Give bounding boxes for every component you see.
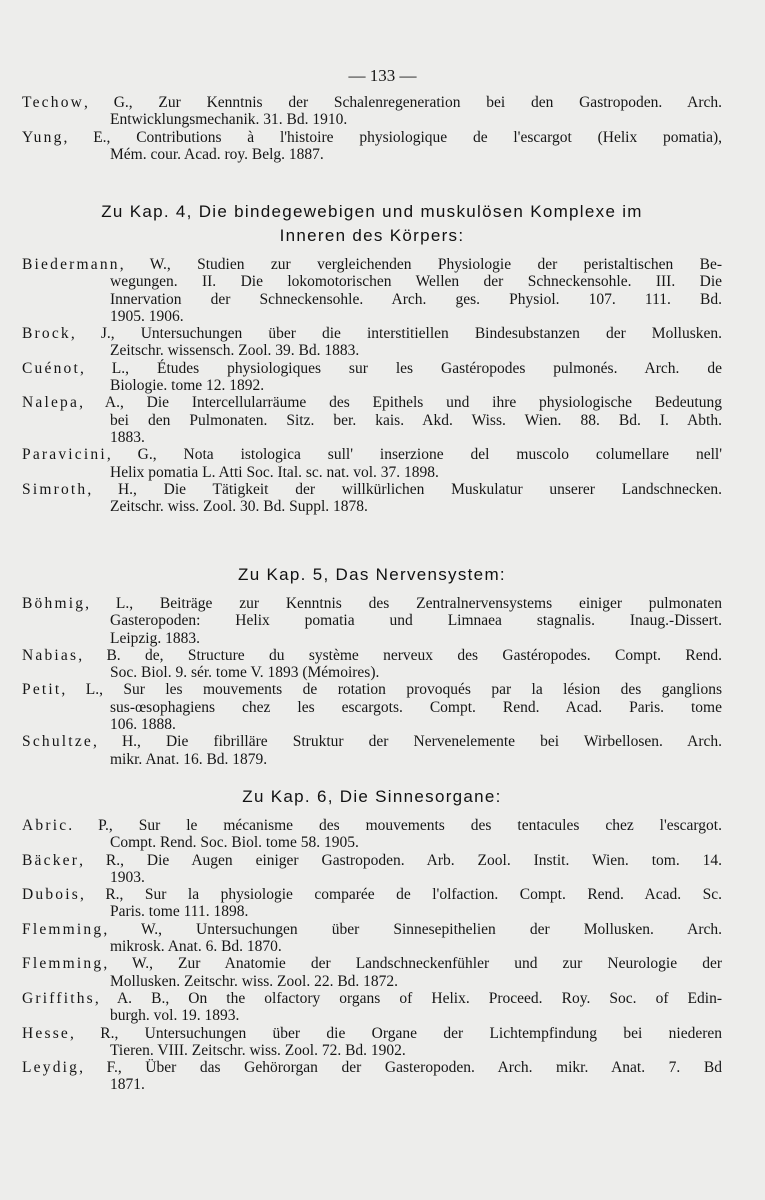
entry-text: Soc. Biol. 9. sér. tome V. 1893 (Mémoires).	[110, 664, 380, 682]
entry-line	[22, 1059, 722, 1076]
entry-text: , R., Sur la physiologie comparée de l'olfaction. Compt. Rend. Acad. Sc.	[79, 886, 722, 904]
entry-text: Tieren. VIII. Zeitschr. wiss. Zool. 72. Bd. 1902.	[110, 1041, 406, 1059]
entry-text: , W., Studien zur vergleichenden Physiologie der peristaltischen Be-	[119, 256, 722, 273]
entry-text: Zeitschr. wiss. Zool. 30. Bd. Suppl. 1878.	[110, 498, 368, 516]
entry-author: Simroth	[22, 480, 88, 498]
entry-line	[22, 886, 722, 903]
entry-line	[22, 647, 722, 664]
bibliography-entry	[22, 647, 722, 682]
entry-line	[22, 429, 722, 446]
entry-text: Zeitschr. wissensch. Zool. 39. Bd. 1883.	[110, 342, 360, 360]
section-kap-6	[22, 785, 722, 1094]
entry-author: Biedermann	[22, 256, 120, 273]
entry-text: 1903.	[110, 868, 145, 886]
entry-line	[22, 394, 722, 411]
bibliography-entry	[22, 325, 722, 360]
entry-line	[22, 377, 722, 394]
entry-text: , E., Contributions à l'histoire physiologique de l'escargot (Helix pomatia),	[63, 128, 722, 146]
entry-text: 106. 1888.	[110, 716, 176, 734]
entry-author: Nabias	[22, 646, 79, 664]
entry-text: Mém. cour. Acad. roy. Belg. 1887.	[110, 145, 324, 163]
section-kap-4	[22, 200, 722, 515]
entry-author: Dubois	[22, 886, 80, 904]
entry-text: , W., Zur Anatomie der Landschneckenfühler und zur Neurologie der	[103, 955, 722, 973]
entry-author: Hesse	[22, 1024, 71, 1042]
entry-text: Innervation der Schneckensohle. Arch. ges. Physiol. 107. 111. Bd.	[110, 290, 722, 308]
page-number: — 133 —	[348, 66, 417, 85]
entry-line	[22, 1007, 722, 1024]
entry-text: , H., Die fibrilläre Struktur der Nervenelemente bei Wirbellosen. Arch.	[92, 733, 722, 751]
entry-line	[22, 291, 722, 308]
heading-line: Inneren des Körpers:	[279, 226, 465, 245]
section-intro-references	[22, 94, 722, 163]
entry-text: bei den Pulmonaten. Sitz. ber. kais. Akd. Wiss. Wien. 88. Bd. I. Abth.	[110, 411, 722, 429]
entry-text: burgh. vol. 19. 1893.	[110, 1007, 240, 1025]
entry-line	[22, 342, 722, 359]
bibliography-entry	[22, 595, 722, 647]
entry-line	[22, 446, 722, 463]
bibliography-entry	[22, 256, 722, 325]
entry-line	[22, 903, 722, 920]
heading-line: Zu Kap. 4, Die bindegewebigen und muskulösen Komplexe im	[101, 202, 643, 221]
entry-line	[22, 834, 722, 851]
bibliography-entry	[22, 94, 722, 129]
entry-line	[22, 94, 722, 111]
entry-text: , G., Nota istologica sull' inserzione del muscolo columellare nell'	[106, 446, 722, 464]
entry-author: Flemming	[22, 955, 104, 973]
heading-line: Zu Kap. 6, Die Sinnesorgane:	[242, 787, 502, 806]
entry-text: , H., Die Tätigkeit der willkürlichen Muskulatur unserer Landschnecken.	[87, 480, 722, 498]
bibliography-entry	[22, 681, 722, 733]
entry-author: Petit	[22, 681, 62, 699]
entry-text: Helix pomatia L. Atti Soc. Ital. sc. nat. vol. 37. 1898.	[110, 463, 439, 481]
bibliography-entry	[22, 1059, 722, 1094]
entry-text: , A. B., On the olfactory organs of Helix. Proceed. Roy. Soc. of Edin-	[94, 989, 722, 1007]
entry-text: , L., Études physiologiques sur les Gastéropodes pulmonés. Arch. de	[79, 359, 722, 377]
entry-line	[22, 733, 722, 750]
bibliography-entry	[22, 852, 722, 887]
entry-line	[22, 612, 722, 629]
entry-text: , R., Untersuchungen über die Organe der Lichtempfindung bei niederen	[70, 1024, 722, 1042]
entry-line	[22, 1025, 722, 1042]
entry-text: Gasteropoden: Helix pomatia und Limnaea stagnalis. Inaug.-Dissert.	[110, 612, 722, 630]
entry-line	[22, 1042, 722, 1059]
entry-line	[22, 938, 722, 955]
entry-line	[22, 498, 722, 515]
entry-line	[22, 681, 722, 698]
entry-text: , F., Über das Gehörorgan der Gasteropoden. Arch. mikr. Anat. 7. Bd	[79, 1059, 722, 1077]
entry-text: , L., Beiträge zur Kenntnis des Zentralnervensystems einiger pulmonaten	[85, 595, 722, 612]
entry-line	[22, 595, 722, 612]
entry-text: , W., Untersuchungen über Sinnesepithelien der Mollusken. Arch.	[103, 920, 722, 938]
entry-line	[22, 716, 722, 733]
entry-author: Flemming	[22, 920, 104, 938]
entry-text: , A., Die Intercellularräume des Epithels und ihre physiologische Bedeutung	[79, 394, 722, 412]
entry-text: , G., Zur Kenntnis der Schalenregeneration bei den Gastropoden. Arch.	[84, 94, 722, 111]
entry-text: Compt. Rend. Soc. Biol. tome 58. 1905.	[110, 834, 359, 852]
entry-text: , B. de, Structure du système nerveux des Gastéropodes. Compt. Rend.	[78, 646, 722, 664]
section-kap-5	[22, 563, 722, 768]
entry-line	[22, 308, 722, 325]
entry-text: 1883.	[110, 428, 145, 446]
bibliography-entry	[22, 360, 722, 395]
bibliography-entry	[22, 1025, 722, 1060]
entry-text: Mollusken. Zeitschr. wiss. Zool. 22. Bd. 1872.	[110, 972, 399, 990]
entry-line	[22, 129, 722, 146]
entry-text: Leipzig. 1883.	[110, 629, 200, 647]
entry-text: . P., Sur le mécanisme des mouvements des tentacules chez l'escargot.	[68, 817, 722, 834]
entry-author: Böhmig	[22, 595, 86, 612]
entry-author: Techow	[22, 94, 85, 111]
entry-author: Bäcker	[22, 851, 80, 869]
entry-line	[22, 1076, 722, 1093]
bibliography-entry	[22, 990, 722, 1025]
bibliography-entry	[22, 921, 722, 956]
entry-text: Biologie. tome 12. 1892.	[110, 377, 265, 395]
entry-line	[22, 699, 722, 716]
entry-line	[22, 751, 722, 768]
bibliography-entry	[22, 955, 722, 990]
bibliography-entry	[22, 446, 722, 481]
bibliography-entry	[22, 733, 722, 768]
entry-line	[22, 273, 722, 290]
entry-author: Cuénot	[22, 359, 80, 377]
entry-line	[22, 817, 722, 834]
entry-text: Entwicklungsmechanik. 31. Bd. 1910.	[110, 111, 348, 129]
entry-text: Paris. tome 111. 1898.	[110, 903, 249, 921]
entry-author: Griffiths	[22, 989, 95, 1007]
bibliography-entry	[22, 394, 722, 446]
entry-text: mikr. Anat. 16. Bd. 1879.	[110, 750, 268, 768]
entry-line	[22, 630, 722, 647]
entry-text: 1871.	[110, 1076, 145, 1094]
entry-text: 1905. 1906.	[110, 307, 184, 325]
entry-line	[22, 955, 722, 972]
entry-text: , R., Die Augen einiger Gastropoden. Arb. Zool. Instit. Wien. tom. 14.	[79, 851, 722, 869]
entry-line	[22, 111, 722, 128]
entry-line	[22, 481, 722, 498]
entry-text: wegungen. II. Die lokomotorischen Wellen der Schneckensohle. III. Die	[110, 273, 722, 291]
entry-line	[22, 256, 722, 273]
entry-author: Paravicini	[22, 446, 107, 464]
entry-line	[22, 921, 722, 938]
entry-line	[22, 852, 722, 869]
entry-text: , J., Untersuchungen über die interstitiellen Bindesubstanzen der Mollusken.	[70, 325, 722, 343]
entry-author: Nalepa	[22, 394, 80, 412]
entry-author: Brock	[22, 325, 71, 343]
entry-text: sus-œsophagiens chez les escargots. Compt. Rend. Acad. Paris. tome	[110, 698, 722, 716]
entry-author: Leydig	[22, 1059, 80, 1077]
bibliography-entry	[22, 817, 722, 852]
heading-line: Zu Kap. 5, Das Nervensystem:	[238, 565, 506, 584]
section-heading	[22, 785, 722, 809]
entry-line	[22, 973, 722, 990]
entry-author: Abric	[22, 817, 69, 834]
entry-author: Yung	[22, 128, 64, 146]
entry-line	[22, 990, 722, 1007]
entry-text: , L., Sur les mouvements de rotation provoqués par la lésion des ganglions	[61, 681, 722, 699]
bibliography-entry	[22, 481, 722, 516]
section-heading	[22, 200, 722, 248]
entry-line	[22, 360, 722, 377]
entry-line	[22, 325, 722, 342]
entry-line	[22, 412, 722, 429]
entry-text: mikrosk. Anat. 6. Bd. 1870.	[110, 938, 282, 956]
section-heading	[22, 563, 722, 587]
entry-line	[22, 869, 722, 886]
entry-author: Schultze	[22, 733, 93, 751]
bibliography-entry	[22, 129, 722, 164]
entry-line	[22, 146, 722, 163]
bibliography-entry	[22, 886, 722, 921]
entry-line	[22, 664, 722, 681]
entry-line	[22, 464, 722, 481]
